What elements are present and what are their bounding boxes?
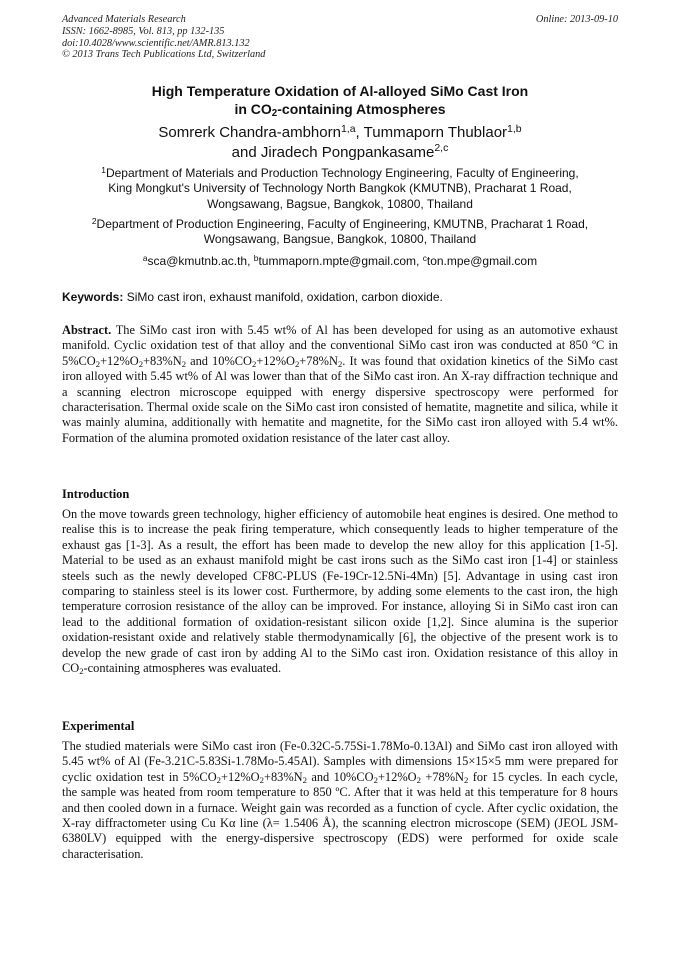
paragraph-text: The studied materials were SiMo cast iron (Fe-0.32C-5.75Si-1.78Mo-0.13Al) and SiMo cast iron alloyed with 5.45 wt% of Al (Fe-3.21C-5.83Si-1.78Mo-5.45Al). Samples with dimensions 15×15×5 mm were prepared for cyclic oxidation test in 5%CO [62,739,618,784]
email-link: sca@kmutnb.ac.th, [147,254,254,268]
journal-header [62,14,618,61]
author-name: Jiradech Pongpankasame [260,143,435,161]
paragraph-text: -containing atmospheres was evaluated. [83,661,282,676]
author-list [62,123,618,162]
title-line-1: High Temperature Oxidation of Al-alloyed SiMo Cast Iron [151,83,529,99]
doi-line: doi:10.4028/www.scientific.net/AMR.813.132 [62,37,250,49]
email-mark: c [422,252,427,263]
affiliation-line: King Mongkut's University of Technology North Bangkok (KMUTNB), Pracharat 1 Road, [108,181,572,196]
paragraph-text: +78%N [420,769,464,784]
email-mark: b [253,252,259,263]
keywords-label: Keywords: [62,290,124,304]
email-link: tummaporn.mpte@gmail.com, [258,254,423,268]
author-line-2 [62,143,618,163]
affiliation-line: Wongsawang, Bagsue, Bangkok, 10800, Thailand [207,196,473,211]
title-subscript: 2 [271,107,278,119]
title-line-2 [62,101,618,119]
paragraph-text: +12%O [377,769,417,784]
subscript: 2 [302,774,307,785]
keywords [62,290,618,305]
author-line-1 [62,123,618,143]
keywords-text: SiMo cast iron, exhaust manifold, oxidation, carbon dioxide. [123,290,443,304]
subscript: 2 [464,774,469,785]
affiliation-2 [62,217,618,248]
experimental-paragraph [62,739,618,862]
affiliation-line [62,166,618,181]
paragraph-text: +12%O [220,769,260,784]
subscript: 2 [251,358,257,369]
paragraph-text: On the move towards green technology, higher efficiency of automobile heat engines is desired. One method to realise this is to increase the peak firing temperature, which consequently leads to higher temperature of the exhaust gas [1-3]. As a result, the effort has been made to develop the new alloy for this application [1-5]. Material to be used as an exhaust manifold might be cast irons such as the SiMo cast iron [1-4] or stainless steels such as the newly developed CF8C-PLUS (Fe-19Cr-12.5Ni-4Mn) [5]. Advantage in using cast iron comparing to stainless steel is its lower cost. Furthermore, by adding some elements to the cast iron, the high temperature corrosion resistance of the alloy can be improved. For instance, alloying Si in SiMo cast iron can lead to the additional formation of oxidation-resistant silicon oxide [1,2]. Since alumina is the superior oxidation-resistant oxide and relatively stable thermodynamically [6], the objective of the present work is to develop the new grade of cast iron by adding Al to the SiMo cast iron. Oxidation resistance of this alloy in CO [62,507,618,676]
author-separator: , [355,124,364,141]
abstract-text: +12%O [256,353,295,368]
affiliation-line [62,217,618,232]
issn-line: ISSN: 1662-8985, Vol. 813, pp 132-135 [62,25,225,37]
author-name: Tummaporn Thublaor [363,124,508,141]
experimental-heading: Experimental [62,719,135,733]
abstract-text: +83%N [143,353,182,368]
subscript: 2 [138,358,144,369]
paragraph-text: for 15 cycles. In each cycle, the sample was heated from room temperature to 850 ºC. After that it was held at this temperature for 8 hours and then cooled down in a furnace. Weight gain was recorded as a function of cycle. After cyclic oxidation, the X-ray diffractometer using Cu Kα line (λ= 1.5406 Å), the scanning electron microscope (SEM) (JEOL JSM-6380LV) equipped with the energy-dispersive spectroscopy (EDS) were performed for oxide scale characterisation. [62,769,618,861]
affiliation-mark: 2 [91,215,97,226]
paper-title [62,83,618,118]
paragraph-text: and 10%CO [306,769,374,784]
author-affiliation-mark: 1,b [507,122,522,135]
paragraph-text: +83%N [263,769,303,784]
abstract-text: and 10%CO [186,353,252,368]
abstract-text: . It was found that oxidation kinetics of the SiMo cast iron alloyed with 5.45 wt% of Al was lower than that of the SiMo cast iron. An X-ray diffraction technique and a scanning electron microscope equipped with energy dispersive spectroscopy were performed for characterisation. Thermal oxide scale on the SiMo cast iron consisted of hematite, magnetite and silica, while it was mainly alumina, additionally with hematite and magnetite, for the SiMo cast iron alloyed with 5.4 wt%. Formation of the alumina promoted oxidation resistance of the later cast alloy. [62,353,618,445]
abstract [62,323,618,446]
subscript: 2 [294,358,300,369]
online-date: Online: 2013-09-10 [535,14,618,25]
author-affiliation-mark: 1,a [340,122,356,135]
subscript: 2 [259,774,264,785]
title-text: -containing Atmospheres [277,100,446,117]
journal-name: Advanced Materials Research [62,14,186,25]
subscript: 2 [373,774,378,785]
abstract-text: +12%O [100,353,139,368]
subscript: 2 [95,358,101,369]
author-emails [62,254,618,269]
author-name: Somrerk Chandra-ambhorn [158,124,341,141]
subscript: 2 [416,774,421,785]
subscript: 2 [216,774,221,785]
abstract-text: The SiMo cast iron with 5.45 wt% of Al has been developed for using as an automotive exhaust manifold. Cyclic oxidation test of that alloy and the conventional SiMo cast iron was conducted at 850 ºC in 5%CO [62,323,618,368]
affiliation-line: Wongsawang, Bangsue, Bangkok, 10800, Thailand [203,232,477,247]
title-text: in CO [234,100,272,117]
copyright-line: © 2013 Trans Tech Publications Ltd, Switzerland [62,49,266,61]
abstract-label: Abstract. [62,323,112,337]
introduction-paragraph [62,507,618,676]
subscript: 2 [181,358,187,369]
abstract-text: +78%N [299,353,338,368]
affiliation-text: Department of Materials and Production Technology Engineering, Faculty of Engineering, [105,166,579,180]
subscript: 2 [79,666,84,677]
email-link: ton.mpe@gmail.com [426,254,538,268]
subscript: 2 [337,358,343,369]
affiliation-1 [62,166,618,212]
introduction-heading: Introduction [62,487,130,501]
email-mark: a [142,252,148,263]
affiliation-mark: 1 [101,164,106,175]
author-affiliation-mark: 2,c [434,142,449,155]
affiliation-text: Department of Production Engineering, Faculty of Engineering, KMUTNB, Pracharat 1 Road, [96,217,589,231]
author-conjunction: and [231,143,261,161]
